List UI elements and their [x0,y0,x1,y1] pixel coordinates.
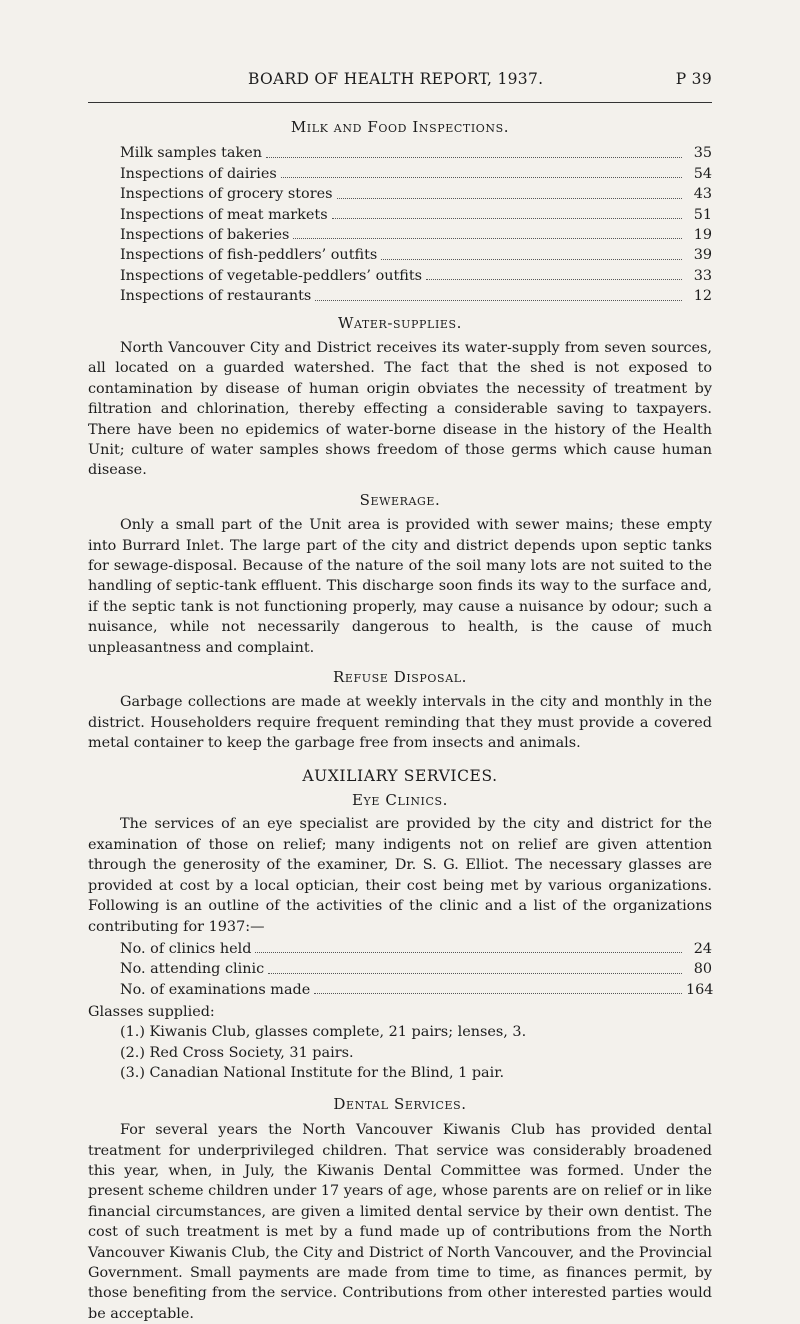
leader-dots [266,156,682,158]
water-supplies-text: North Vancouver City and District receives its water-supply from seven sources, all located on a guarded watershed. The fact that the shed is not exposed to contamination by disease of human origin obviates the necessity of treatment by filtration and chlorination, thereby effecting a considerable saving to taxpayers. There have been no epidemics of water-borne disease in the history of the Health Unit; culture of water samples shows freedom of those germs which cause human disease. [88,339,712,479]
leader-dots [314,992,682,994]
row-value: 39 [693,247,712,264]
row-label: No. attending clinic [120,961,265,978]
row-label: Milk samples taken [120,145,263,162]
table-row [120,959,712,979]
leader-dots [293,237,682,239]
header-rule [88,102,712,103]
auxiliary-services-heading: AUXILIARY SERVICES. [302,766,498,785]
sewerage-text: Only a small part of the Unit area is provided with sewer mains; these empty into Burrard Inlet. The large part of the city and district depends upon septic tanks for sewage-disposal. Because of the nature of the soil many lots are not suited to the handling of septic-tank effluent. This discharge soon finds its way to the surface and, if the septic tank is not functioning properly, may cause a nuisance by odour; such a nuisance, while not necessarily dangerous to health, is the cause of much unpleasantness and complaint. [88,517,712,656]
list-item: (3.) Canadian National Institute for the Blind, 1 pair. [120,1065,505,1082]
row-label: Inspections of bakeries [120,226,290,243]
sewerage-heading: Sewerage. [359,490,441,509]
eye-clinics-heading: Eye Clinics. [351,791,449,810]
table-row [120,225,712,245]
leader-dots [281,176,682,178]
table-row [120,286,712,306]
glasses-supplied-list [88,1022,712,1083]
row-label: Inspections of fish-peddlers’ outfits [120,247,378,264]
glasses-supplied-label: Glasses supplied: [88,1004,215,1021]
row-value: 12 [693,288,712,305]
table-row [120,143,712,163]
table-row [120,205,712,225]
list-item: (2.) Red Cross Society, 31 pairs. [120,1044,354,1061]
page-header-title: BOARD OF HEALTH REPORT, 1937. [248,70,544,88]
row-value: 54 [693,165,712,182]
table-row [120,164,712,184]
row-label: Inspections of meat markets [120,206,328,223]
page-content [88,117,712,1324]
refuse-disposal-heading: Refuse Disposal. [332,668,468,687]
table-row [120,939,712,959]
list-item: (1.) Kiwanis Club, glasses complete, 21 pairs; lenses, 3. [120,1024,527,1041]
dental-services-text: For several years the North Vancouver Kiwanis Club has provided dental treatment for underprivileged children. That service was considerably broadened this year, when, in July, the Kiwanis Dental Committee was formed. Under the present scheme children under 17 years of age, whose parents are on relief or in like financial circumstances, are given a limited dental service by their own dentist. The cost of such treatment is met by a fund made up of contributions from the North Vancouver Kiwanis Club, the City and District of North Vancouver, and the Provincial Government. Small payments are made from time to time, as finances permit, by those benefiting from the service. Contributions from other interested parties would be acceptable. [88,1122,712,1322]
milk-food-heading: Milk and Food Inspections. [290,118,510,136]
table-row [120,266,712,286]
row-label: No. of examinations made [120,981,311,998]
row-value: 24 [693,940,712,957]
leader-dots [381,258,682,260]
row-label: No. of clinics held [120,940,252,957]
water-supplies-heading: Water-supplies. [337,313,463,332]
row-value: 35 [693,145,712,162]
row-value: 43 [693,186,712,203]
refuse-disposal-text: Garbage collections are made at weekly intervals in the city and monthly in the district. Householders require frequent reminding that they must provide a covered metal container to keep the garbage free from insects and animals. [88,694,712,752]
row-label: Inspections of grocery stores [120,186,333,203]
leader-dots [426,278,682,280]
leader-dots [315,299,682,301]
row-value: 80 [693,961,712,978]
table-row [120,980,712,1000]
row-label: Inspections of restaurants [120,288,312,305]
table-row [120,184,712,204]
leader-dots [337,197,683,199]
dental-services-heading: Dental Services. [333,1094,467,1113]
table-row [120,245,712,265]
eye-clinics-table [88,939,712,1000]
eye-clinics-text: The services of an eye specialist are provided by the city and district for the examination of those on relief; many indigents not on relief are given attention through the generosity of the examiner, Dr. S. G. Elliot. The necessary glasses are provided at cost by a local optician, their cost being met by various organizations. Following is an outline of the activities of the clinic and a list of the organizations contributing for 1937:— [88,816,712,935]
leader-dots [255,951,682,953]
milk-food-table [88,143,712,306]
row-value: 51 [693,206,712,223]
row-label: Inspections of vegetable-peddlers’ outfits [120,267,423,284]
leader-dots [268,972,682,974]
row-value: 33 [693,267,712,284]
leader-dots [332,217,682,219]
row-label: Inspections of dairies [120,165,277,182]
row-value: 164 [686,981,714,998]
page-number: P 39 [675,70,712,88]
row-value: 19 [693,226,712,243]
